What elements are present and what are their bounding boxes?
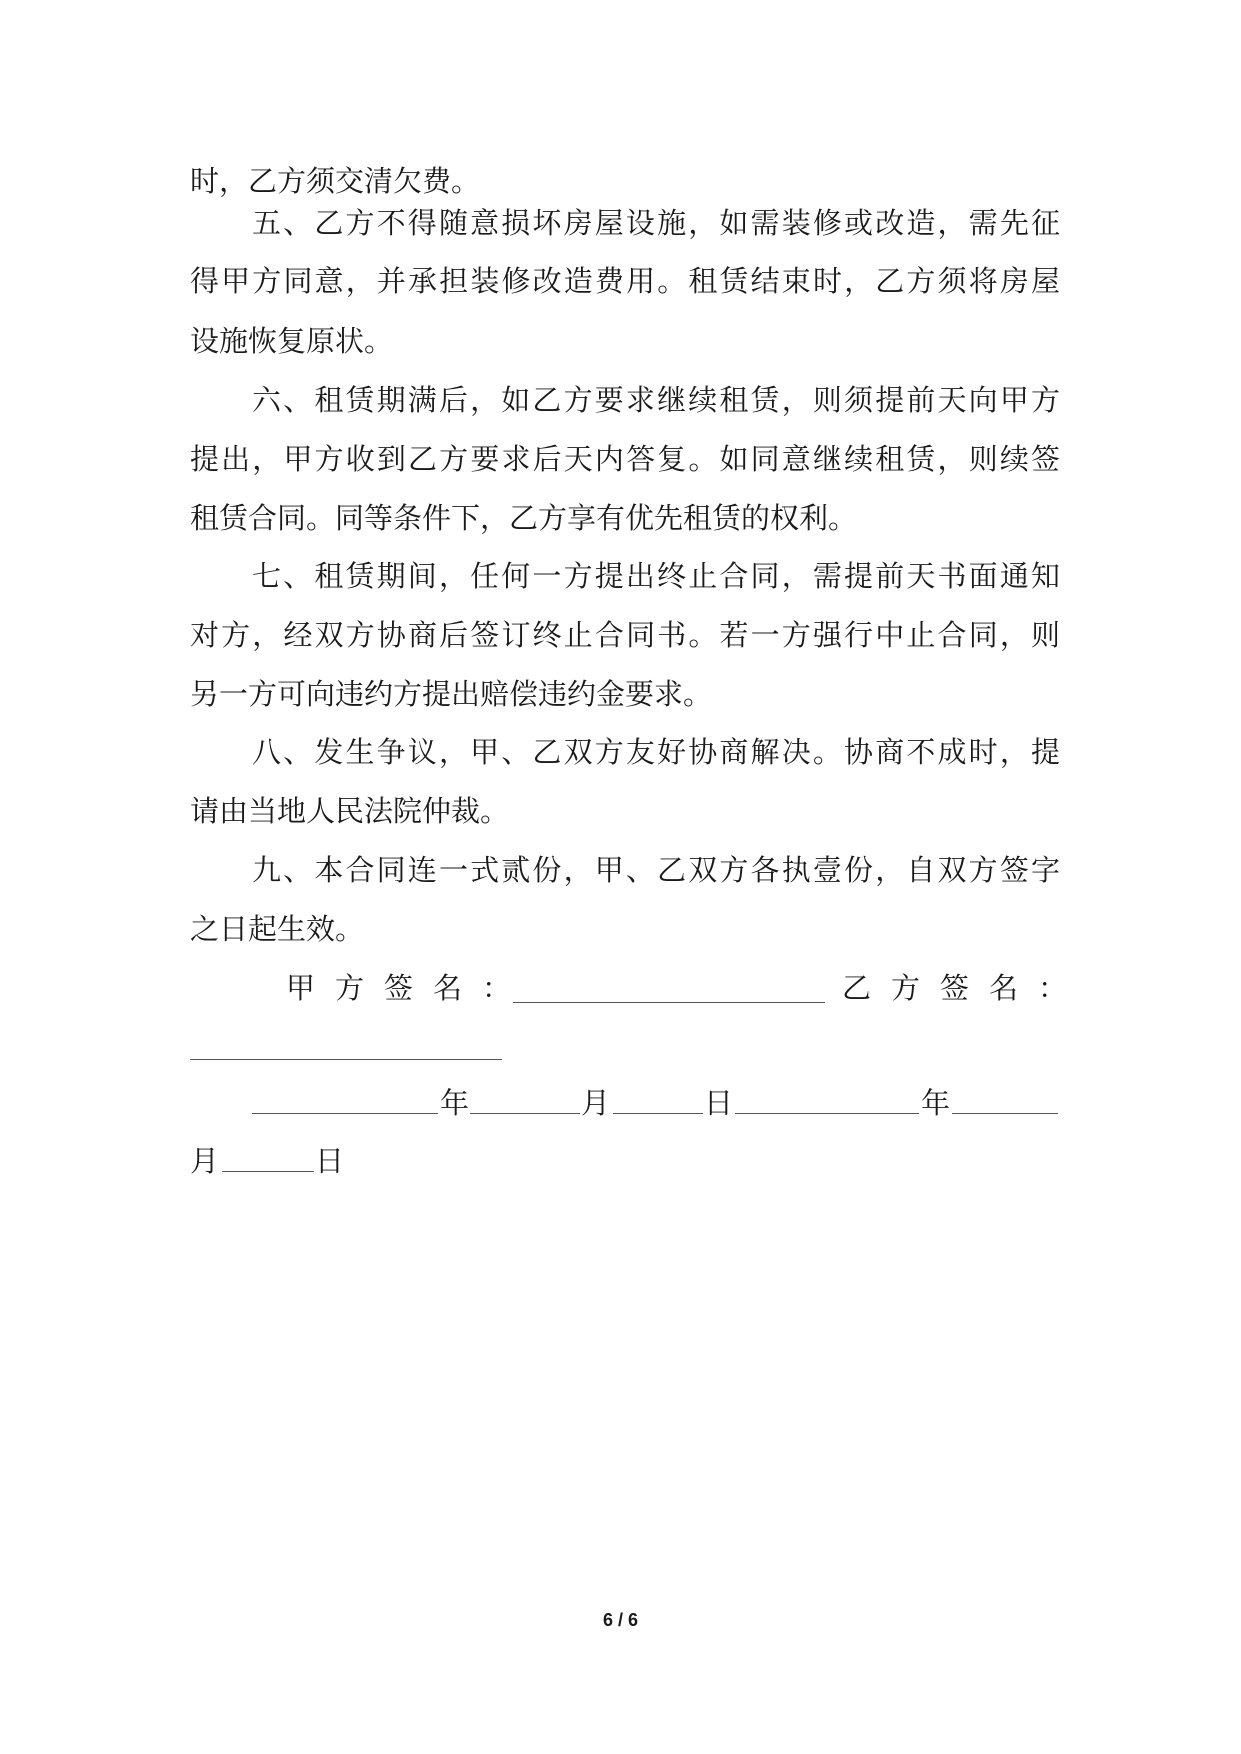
paragraph-line-6: 提出，甲方收到乙方要求后天内答复。如同意继续租赁，则续签 [190, 442, 1060, 476]
party-b-month-field[interactable] [952, 1113, 1058, 1114]
party-b-month-label: 月 [190, 1144, 220, 1178]
paragraph-line-1: 时，乙方须交清欠费。 [190, 164, 481, 198]
paragraph-line-5: 六、租赁期满后，如乙方要求继续租赁，则须提前天向甲方 [252, 383, 1060, 417]
paragraph-line-8: 七、租赁期间，任何一方提出终止合同，需提前天书面通知 [252, 559, 1060, 593]
party-b-year-label: 年 [921, 1086, 951, 1120]
party-b-day-label: 日 [315, 1144, 345, 1178]
paragraph-line-3: 得甲方同意，并承担装修改造费用。租赁结束时，乙方须将房屋 [190, 264, 1060, 298]
paragraph-line-12: 请由当地人民法院仲裁。 [190, 794, 510, 828]
party-a-year-label: 年 [440, 1086, 470, 1120]
paragraph-line-4: 设施恢复原状。 [190, 324, 394, 358]
party-b-signature-label: 乙方签名： [842, 971, 1088, 1005]
paragraph-line-14: 之日起生效。 [190, 912, 365, 946]
party-a-month-field[interactable] [470, 1113, 580, 1114]
paragraph-line-2: 五、乙方不得随意损坏房屋设施，如需装修或改造，需先征 [252, 206, 1060, 240]
party-a-signature-field[interactable] [513, 1002, 825, 1003]
party-a-month-label: 月 [581, 1086, 611, 1120]
party-b-day-field[interactable] [222, 1171, 314, 1172]
paragraph-line-13: 九、本合同连一式贰份，甲、乙双方各执壹份，自双方签字 [252, 853, 1060, 887]
party-a-day-label: 日 [704, 1086, 734, 1120]
page-number: 6 / 6 [602, 1610, 639, 1630]
party-a-day-field[interactable] [613, 1113, 703, 1114]
paragraph-line-11: 八、发生争议，甲、乙双方友好协商解决。协商不成时，提 [252, 735, 1060, 769]
party-b-year-field[interactable] [735, 1113, 919, 1114]
paragraph-line-7: 租赁合同。同等条件下，乙方享有优先租赁的权利。 [190, 501, 858, 535]
party-a-signature-label: 甲方签名： [286, 971, 532, 1005]
paragraph-line-10: 另一方可向违约方提出赔偿违约金要求。 [190, 677, 713, 711]
party-a-year-field[interactable] [252, 1113, 438, 1114]
paragraph-line-9: 对方，经双方协商后签订终止合同书。若一方强行中止合同，则 [190, 618, 1060, 652]
party-b-signature-field[interactable] [190, 1059, 502, 1060]
